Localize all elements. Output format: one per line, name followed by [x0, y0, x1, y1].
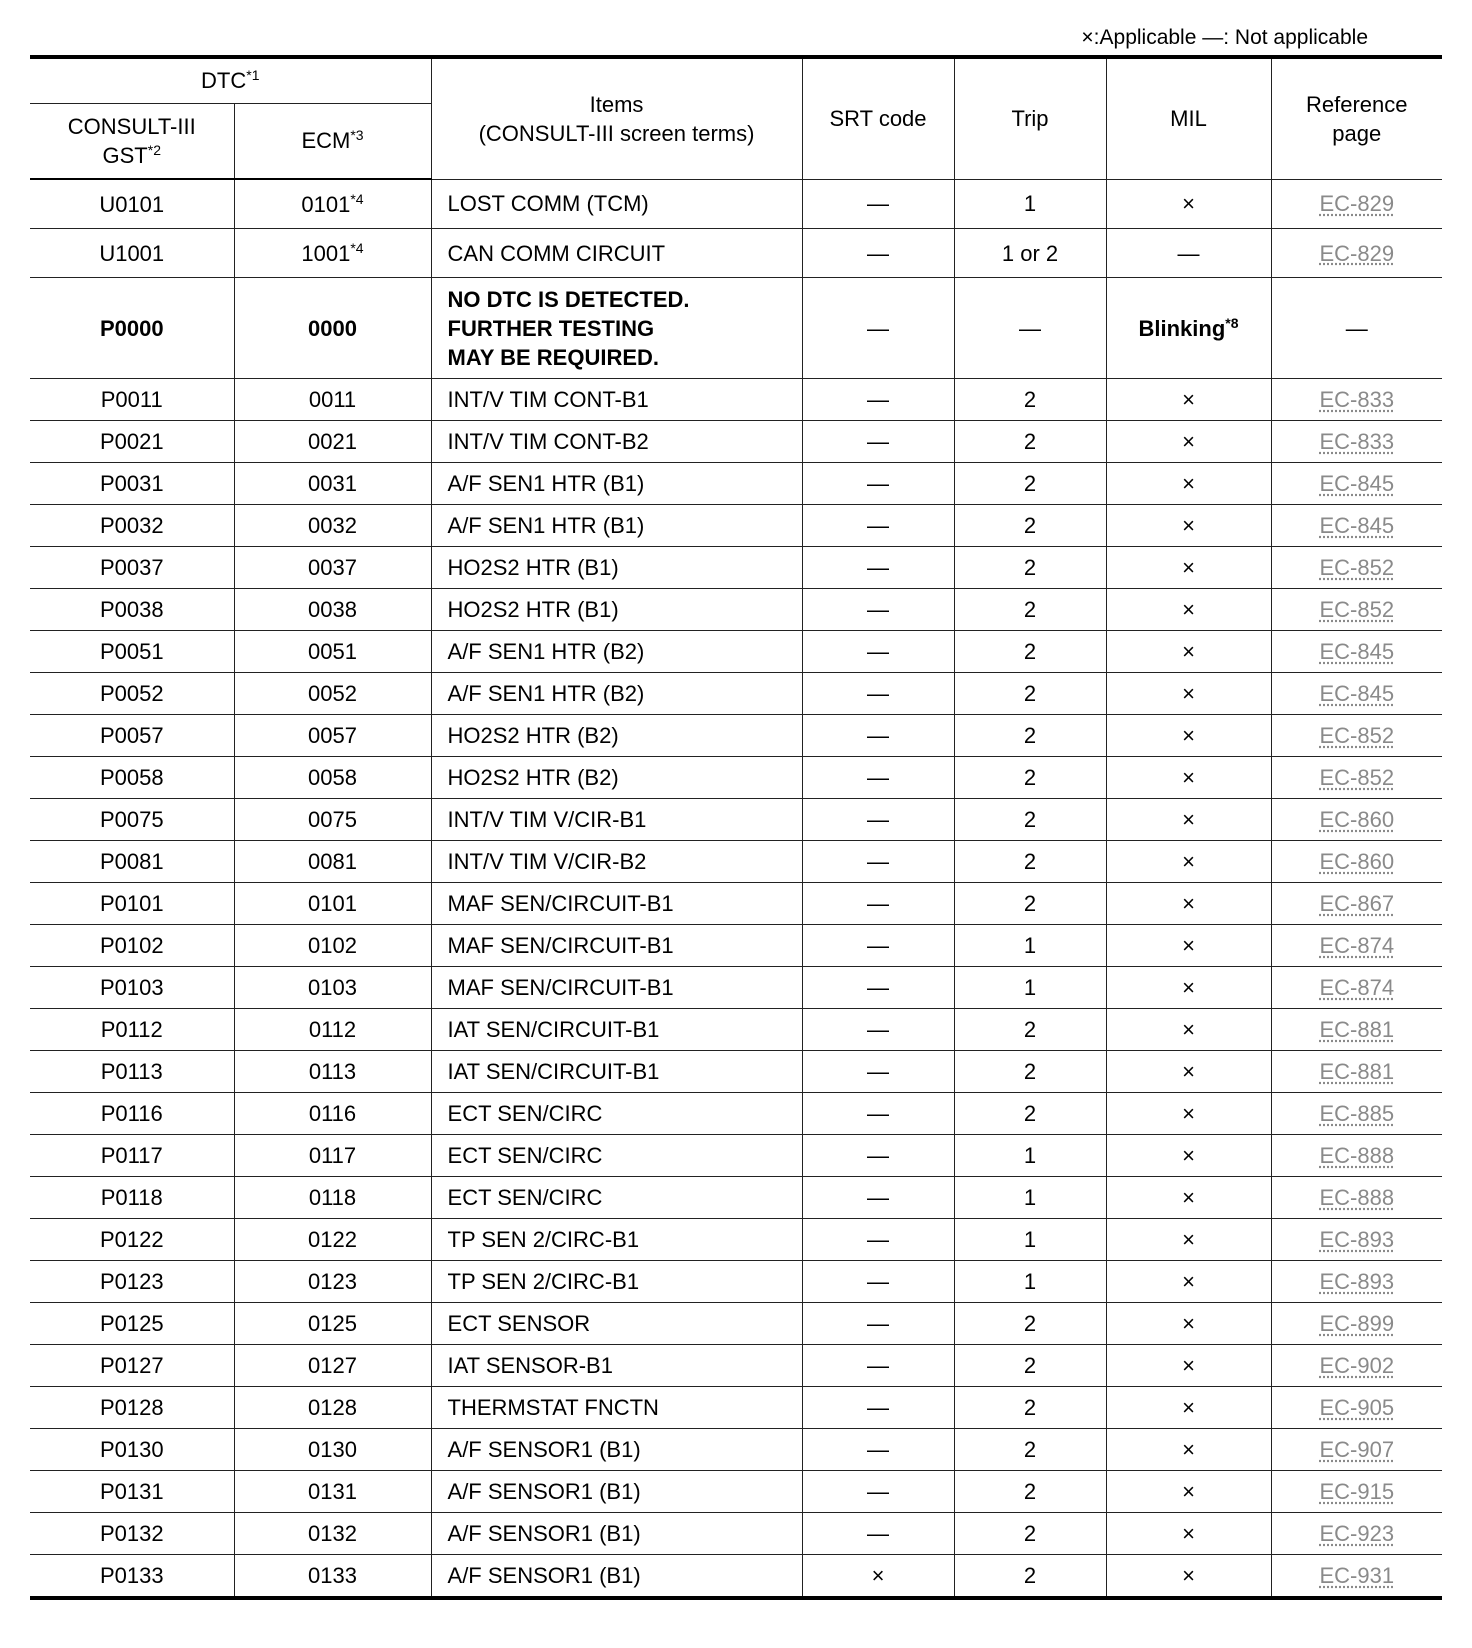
mil-cell: × [1106, 967, 1271, 1009]
item-cell: MAF SEN/CIRCUIT-B1 [431, 883, 802, 925]
trip-cell: 2 [954, 715, 1106, 757]
mil-cell: × [1106, 799, 1271, 841]
ecm-code-cell: 0081 [234, 841, 431, 883]
srt-cell: — [802, 1387, 954, 1429]
srt-cell: — [802, 673, 954, 715]
consult-code-cell: P0102 [30, 925, 234, 967]
reference-cell[interactable] [1271, 1051, 1442, 1093]
ecm-code-cell: 0128 [234, 1387, 431, 1429]
mil-cell: × [1106, 1513, 1271, 1555]
srt-header: SRT code [802, 57, 954, 179]
consult-code-cell: P0112 [30, 1009, 234, 1051]
reference-cell[interactable] [1271, 1135, 1442, 1177]
table-row [30, 463, 1442, 505]
consult-code-cell: P0132 [30, 1513, 234, 1555]
reference-cell[interactable] [1271, 757, 1442, 799]
mil-cell: × [1106, 1051, 1271, 1093]
mil-cell: × [1106, 1135, 1271, 1177]
reference-link[interactable]: EC-888 [1319, 1143, 1395, 1168]
table-row [30, 589, 1442, 631]
reference-cell[interactable] [1271, 547, 1442, 589]
trip-cell: 2 [954, 799, 1106, 841]
item-cell: MAF SEN/CIRCUIT-B1 [431, 925, 802, 967]
mil-header: MIL [1106, 57, 1271, 179]
srt-cell: — [802, 421, 954, 463]
item-cell: NO DTC IS DETECTED. FURTHER TESTING MAY BE REQUIRED. [431, 278, 802, 379]
table-row [30, 1135, 1442, 1177]
mil-cell: × [1106, 1555, 1271, 1599]
consult-code-cell: P0133 [30, 1555, 234, 1599]
table-row [30, 1219, 1442, 1261]
reference-cell[interactable] [1271, 229, 1442, 278]
mil-cell: × [1106, 673, 1271, 715]
consult-code-cell: P0101 [30, 883, 234, 925]
ecm-code-cell: 0037 [234, 547, 431, 589]
item-cell: A/F SENSOR1 (B1) [431, 1471, 802, 1513]
reference-link[interactable]: EC-907 [1319, 1437, 1395, 1462]
ecm-code-cell: 0125 [234, 1303, 431, 1345]
ecm-code-cell: 0075 [234, 799, 431, 841]
mil-cell: × [1106, 1387, 1271, 1429]
ecm-code-cell: 0051 [234, 631, 431, 673]
table-row [30, 673, 1442, 715]
mil-cell: × [1106, 1219, 1271, 1261]
trip-cell: 2 [954, 1009, 1106, 1051]
consult-code-cell: P0128 [30, 1387, 234, 1429]
ecm-code-cell: 0038 [234, 589, 431, 631]
srt-cell: — [802, 1135, 954, 1177]
mil-cell: × [1106, 421, 1271, 463]
reference-link[interactable]: EC-893 [1319, 1227, 1395, 1252]
table-row [30, 229, 1442, 278]
reference-link[interactable]: EC-845 [1319, 639, 1395, 664]
consult-code-cell: P0117 [30, 1135, 234, 1177]
trip-cell: 1 [954, 179, 1106, 229]
table-row [30, 1471, 1442, 1513]
mil-cell: — [1106, 229, 1271, 278]
reference-link[interactable]: EC-829 [1319, 240, 1395, 266]
reference-cell[interactable] [1271, 1555, 1442, 1599]
item-cell: IAT SEN/CIRCUIT-B1 [431, 1009, 802, 1051]
reference-link[interactable]: EC-931 [1319, 1563, 1395, 1588]
srt-cell: — [802, 1177, 954, 1219]
ecm-code-cell: 0131 [234, 1471, 431, 1513]
reference-cell[interactable] [1271, 799, 1442, 841]
ecm-code-cell: 0112 [234, 1009, 431, 1051]
ecm-code-cell: 0132 [234, 1513, 431, 1555]
reference-link[interactable]: EC-852 [1319, 555, 1395, 580]
consult-code-cell: P0116 [30, 1093, 234, 1135]
trip-cell: 2 [954, 757, 1106, 799]
srt-cell: — [802, 229, 954, 278]
reference-link[interactable]: EC-833 [1319, 387, 1395, 412]
srt-cell: — [802, 1093, 954, 1135]
mil-cell: × [1106, 883, 1271, 925]
item-cell: HO2S2 HTR (B1) [431, 589, 802, 631]
item-cell: INT/V TIM CONT-B2 [431, 421, 802, 463]
trip-cell: 2 [954, 1345, 1106, 1387]
consult-code-cell: P0031 [30, 463, 234, 505]
reference-cell[interactable] [1271, 1177, 1442, 1219]
mil-cell: × [1106, 631, 1271, 673]
trip-cell: 2 [954, 421, 1106, 463]
item-cell: HO2S2 HTR (B1) [431, 547, 802, 589]
item-cell: A/F SENSOR1 (B1) [431, 1513, 802, 1555]
reference-cell[interactable] [1271, 379, 1442, 421]
reference-cell[interactable] [1271, 925, 1442, 967]
trip-cell: 1 [954, 1219, 1106, 1261]
srt-cell: — [802, 1345, 954, 1387]
consult-code-cell: P0123 [30, 1261, 234, 1303]
srt-cell: — [802, 967, 954, 1009]
consult-code-cell: P0131 [30, 1471, 234, 1513]
ecm-code-cell: 0117 [234, 1135, 431, 1177]
ecm-code-cell: 1001$^{*4}$ [234, 229, 431, 278]
trip-cell: 1 [954, 1135, 1106, 1177]
mil-cell: × [1106, 589, 1271, 631]
consult-code-cell: P0037 [30, 547, 234, 589]
ecm-code-cell: 0101 [234, 883, 431, 925]
table-row [30, 925, 1442, 967]
consult-code-cell: P0038 [30, 589, 234, 631]
consult-code-cell: U1001 [30, 229, 234, 278]
mil-cell: × [1106, 1177, 1271, 1219]
ecm-code-cell: 0011 [234, 379, 431, 421]
table-row [30, 757, 1442, 799]
reference-cell[interactable] [1271, 463, 1442, 505]
ecm-code-cell: 0032 [234, 505, 431, 547]
ecm-code-cell: 0122 [234, 1219, 431, 1261]
srt-cell: — [802, 547, 954, 589]
reference-link[interactable]: EC-845 [1319, 513, 1395, 538]
reference-link[interactable]: EC-852 [1319, 723, 1395, 748]
srt-cell: — [802, 925, 954, 967]
trip-cell: 2 [954, 1387, 1106, 1429]
reference-cell[interactable] [1271, 1009, 1442, 1051]
item-cell: CAN COMM CIRCUIT [431, 229, 802, 278]
reference-cell[interactable] [1271, 841, 1442, 883]
legend: ×:Applicable —: Not applicable [1081, 26, 1368, 49]
srt-cell: — [802, 505, 954, 547]
mil-cell: × [1106, 379, 1271, 421]
item-cell: A/F SEN1 HTR (B1) [431, 505, 802, 547]
reference-link[interactable]: EC-905 [1319, 1395, 1395, 1420]
table-row [30, 179, 1442, 229]
consult-code-cell: P0130 [30, 1429, 234, 1471]
table-row [30, 1429, 1442, 1471]
item-cell: HO2S2 HTR (B2) [431, 757, 802, 799]
trip-cell: 2 [954, 379, 1106, 421]
trip-cell: 2 [954, 505, 1106, 547]
consult-code-cell: P0011 [30, 379, 234, 421]
reference-link[interactable]: EC-860 [1319, 849, 1395, 874]
mil-cell: × [1106, 505, 1271, 547]
trip-cell: 2 [954, 1555, 1106, 1599]
item-cell: INT/V TIM V/CIR-B2 [431, 841, 802, 883]
reference-cell[interactable] [1271, 1261, 1442, 1303]
reference-link[interactable]: EC-874 [1319, 933, 1395, 958]
srt-cell: — [802, 883, 954, 925]
item-cell: A/F SEN1 HTR (B1) [431, 463, 802, 505]
srt-cell: — [802, 757, 954, 799]
item-cell: ECT SEN/CIRC [431, 1177, 802, 1219]
ecm-code-cell: 0116 [234, 1093, 431, 1135]
srt-cell: — [802, 1009, 954, 1051]
srt-cell: — [802, 463, 954, 505]
item-cell: A/F SENSOR1 (B1) [431, 1555, 802, 1599]
item-cell: THERMSTAT FNCTN [431, 1387, 802, 1429]
reference-link[interactable]: EC-852 [1319, 597, 1395, 622]
reference-link[interactable]: EC-885 [1319, 1101, 1395, 1126]
table-row [30, 1345, 1442, 1387]
trip-cell: 2 [954, 463, 1106, 505]
srt-cell: — [802, 1219, 954, 1261]
item-cell: IAT SEN/CIRCUIT-B1 [431, 1051, 802, 1093]
reference-link[interactable]: EC-902 [1319, 1353, 1395, 1378]
reference-cell[interactable] [1271, 967, 1442, 1009]
reference-cell[interactable] [1271, 1345, 1442, 1387]
item-cell: TP SEN 2/CIRC-B1 [431, 1261, 802, 1303]
reference-link[interactable]: EC-899 [1319, 1311, 1395, 1336]
table-row [30, 799, 1442, 841]
reference-link[interactable]: EC-893 [1319, 1269, 1395, 1294]
ecm-code-cell: 0127 [234, 1345, 431, 1387]
reference-link[interactable]: EC-923 [1319, 1521, 1395, 1546]
mil-cell: × [1106, 179, 1271, 229]
trip-cell: 2 [954, 883, 1106, 925]
consult-code-cell: P0051 [30, 631, 234, 673]
table-row [30, 379, 1442, 421]
consult-code-cell: P0113 [30, 1051, 234, 1093]
reference-link[interactable]: EC-845 [1319, 681, 1395, 706]
table-row [30, 883, 1442, 925]
consult-code-cell: P0032 [30, 505, 234, 547]
table-row [30, 1303, 1442, 1345]
trip-cell: 2 [954, 673, 1106, 715]
table-row [30, 1009, 1442, 1051]
items-header: Items (CONSULT-III screen terms) [431, 57, 802, 179]
table-row [30, 547, 1442, 589]
trip-cell: 2 [954, 631, 1106, 673]
trip-cell: 1 [954, 1177, 1106, 1219]
consult-code-cell: P0103 [30, 967, 234, 1009]
srt-cell: — [802, 1303, 954, 1345]
ecm-code-cell: 0103 [234, 967, 431, 1009]
reference-cell[interactable] [1271, 589, 1442, 631]
ecm-code-cell: 0058 [234, 757, 431, 799]
item-cell: MAF SEN/CIRCUIT-B1 [431, 967, 802, 1009]
reference-cell[interactable] [1271, 1513, 1442, 1555]
item-cell: TP SEN 2/CIRC-B1 [431, 1219, 802, 1261]
consult-code-cell: P0021 [30, 421, 234, 463]
trip-cell: 2 [954, 547, 1106, 589]
mil-cell: × [1106, 841, 1271, 883]
ecm-code-cell: 0133 [234, 1555, 431, 1599]
consult-code-cell: P0125 [30, 1303, 234, 1345]
ecm-code-cell: 0052 [234, 673, 431, 715]
item-cell: INT/V TIM V/CIR-B1 [431, 799, 802, 841]
reference-cell[interactable] [1271, 1387, 1442, 1429]
mil-cell: × [1106, 463, 1271, 505]
trip-cell: 1 [954, 925, 1106, 967]
srt-cell: — [802, 589, 954, 631]
trip-cell: 2 [954, 1303, 1106, 1345]
reference-link[interactable]: EC-874 [1319, 975, 1395, 1000]
mil-cell: × [1106, 1009, 1271, 1051]
item-cell: IAT SENSOR-B1 [431, 1345, 802, 1387]
srt-cell: — [802, 379, 954, 421]
trip-cell: — [954, 278, 1106, 379]
reference-link[interactable]: — [1345, 315, 1368, 341]
item-cell: HO2S2 HTR (B2) [431, 715, 802, 757]
trip-cell: 2 [954, 1051, 1106, 1093]
item-cell: ECT SEN/CIRC [431, 1093, 802, 1135]
table-row [30, 1051, 1442, 1093]
table-row [30, 505, 1442, 547]
trip-cell: 2 [954, 1513, 1106, 1555]
trip-cell: 1 [954, 967, 1106, 1009]
item-cell: ECT SENSOR [431, 1303, 802, 1345]
table-row [30, 841, 1442, 883]
reference-link[interactable]: EC-881 [1319, 1017, 1395, 1042]
reference-cell[interactable] [1271, 715, 1442, 757]
ecm-code-cell: 0113 [234, 1051, 431, 1093]
table-row [30, 1387, 1442, 1429]
srt-cell: — [802, 278, 954, 379]
trip-cell: 2 [954, 1093, 1106, 1135]
dtc-table [30, 55, 1442, 1600]
consult-code-cell: P0127 [30, 1345, 234, 1387]
dtc-table-body [30, 179, 1442, 1598]
consult-code-cell: P0122 [30, 1219, 234, 1261]
trip-cell: 1 or 2 [954, 229, 1106, 278]
reference-link[interactable]: EC-829 [1319, 191, 1395, 217]
mil-cell: × [1106, 1345, 1271, 1387]
ecm-code-cell: 0102 [234, 925, 431, 967]
mil-cell: × [1106, 1261, 1271, 1303]
reference-cell[interactable] [1271, 278, 1442, 379]
srt-cell: — [802, 841, 954, 883]
consult-code-cell: P0058 [30, 757, 234, 799]
srt-cell: — [802, 631, 954, 673]
trip-cell: 2 [954, 589, 1106, 631]
item-cell: A/F SEN1 HTR (B2) [431, 673, 802, 715]
table-row [30, 967, 1442, 1009]
reference-link[interactable]: EC-845 [1319, 471, 1395, 496]
reference-cell[interactable] [1271, 1093, 1442, 1135]
mil-cell: × [1106, 1429, 1271, 1471]
table-row [30, 1261, 1442, 1303]
ecm-code-cell: 0031 [234, 463, 431, 505]
reference-cell[interactable] [1271, 673, 1442, 715]
consult-code-cell: P0081 [30, 841, 234, 883]
reference-cell[interactable] [1271, 421, 1442, 463]
reference-link[interactable]: EC-860 [1319, 807, 1395, 832]
ecm-code-cell: 0101$^{*4}$ [234, 179, 431, 229]
ecm-code-cell: 0000 [234, 278, 431, 379]
mil-cell: × [1106, 715, 1271, 757]
table-row [30, 1555, 1442, 1599]
trip-header: Trip [954, 57, 1106, 179]
reference-link[interactable]: EC-833 [1319, 429, 1395, 454]
consult-code-cell: P0052 [30, 673, 234, 715]
consult-header: CONSULT-III GST$^{*2}$ [30, 103, 234, 179]
mil-cell: × [1106, 1303, 1271, 1345]
item-cell: LOST COMM (TCM) [431, 179, 802, 229]
reference-cell[interactable] [1271, 1303, 1442, 1345]
ecm-code-cell: 0130 [234, 1429, 431, 1471]
table-row [30, 1513, 1442, 1555]
reference-link[interactable]: EC-852 [1319, 765, 1395, 790]
mil-cell: × [1106, 547, 1271, 589]
item-cell: A/F SENSOR1 (B1) [431, 1429, 802, 1471]
srt-cell: — [802, 179, 954, 229]
consult-code-cell: U0101 [30, 179, 234, 229]
reference-cell[interactable] [1271, 883, 1442, 925]
mil-cell: × [1106, 757, 1271, 799]
srt-cell: × [802, 1555, 954, 1599]
srt-cell: — [802, 799, 954, 841]
reference-link[interactable]: EC-888 [1319, 1185, 1395, 1210]
mil-cell: × [1106, 1471, 1271, 1513]
reference-link[interactable]: EC-881 [1319, 1059, 1395, 1084]
table-row [30, 278, 1442, 379]
trip-cell: 2 [954, 841, 1106, 883]
table-row [30, 1177, 1442, 1219]
ecm-code-cell: 0118 [234, 1177, 431, 1219]
srt-cell: — [802, 715, 954, 757]
ecm-code-cell: 0021 [234, 421, 431, 463]
mil-cell: Blinking$^{*8}$ [1106, 278, 1271, 379]
table-row [30, 631, 1442, 673]
consult-code-cell: P0118 [30, 1177, 234, 1219]
ecm-code-cell: 0057 [234, 715, 431, 757]
item-cell: INT/V TIM CONT-B1 [431, 379, 802, 421]
mil-cell: × [1106, 925, 1271, 967]
table-row [30, 421, 1442, 463]
reference-header: Reference page [1271, 57, 1442, 179]
dtc-header: DTC$^{*1}$ [30, 57, 431, 103]
consult-code-cell: P0075 [30, 799, 234, 841]
srt-cell: — [802, 1429, 954, 1471]
trip-cell: 1 [954, 1261, 1106, 1303]
srt-cell: — [802, 1261, 954, 1303]
trip-cell: 2 [954, 1471, 1106, 1513]
ecm-code-cell: 0123 [234, 1261, 431, 1303]
reference-cell[interactable] [1271, 631, 1442, 673]
reference-cell[interactable] [1271, 179, 1442, 229]
reference-cell[interactable] [1271, 505, 1442, 547]
reference-cell[interactable] [1271, 1219, 1442, 1261]
consult-code-cell: P0057 [30, 715, 234, 757]
item-cell: A/F SEN1 HTR (B2) [431, 631, 802, 673]
table-row [30, 1093, 1442, 1135]
reference-cell[interactable] [1271, 1471, 1442, 1513]
reference-link[interactable]: EC-915 [1319, 1479, 1395, 1504]
srt-cell: — [802, 1513, 954, 1555]
mil-cell: × [1106, 1093, 1271, 1135]
reference-cell[interactable] [1271, 1429, 1442, 1471]
table-row [30, 715, 1442, 757]
trip-cell: 2 [954, 1429, 1106, 1471]
srt-cell: — [802, 1471, 954, 1513]
ecm-header: ECM$^{*3}$ [234, 103, 431, 179]
reference-link[interactable]: EC-867 [1319, 891, 1395, 916]
srt-cell: — [802, 1051, 954, 1093]
item-cell: ECT SEN/CIRC [431, 1135, 802, 1177]
consult-code-cell: P0000 [30, 278, 234, 379]
